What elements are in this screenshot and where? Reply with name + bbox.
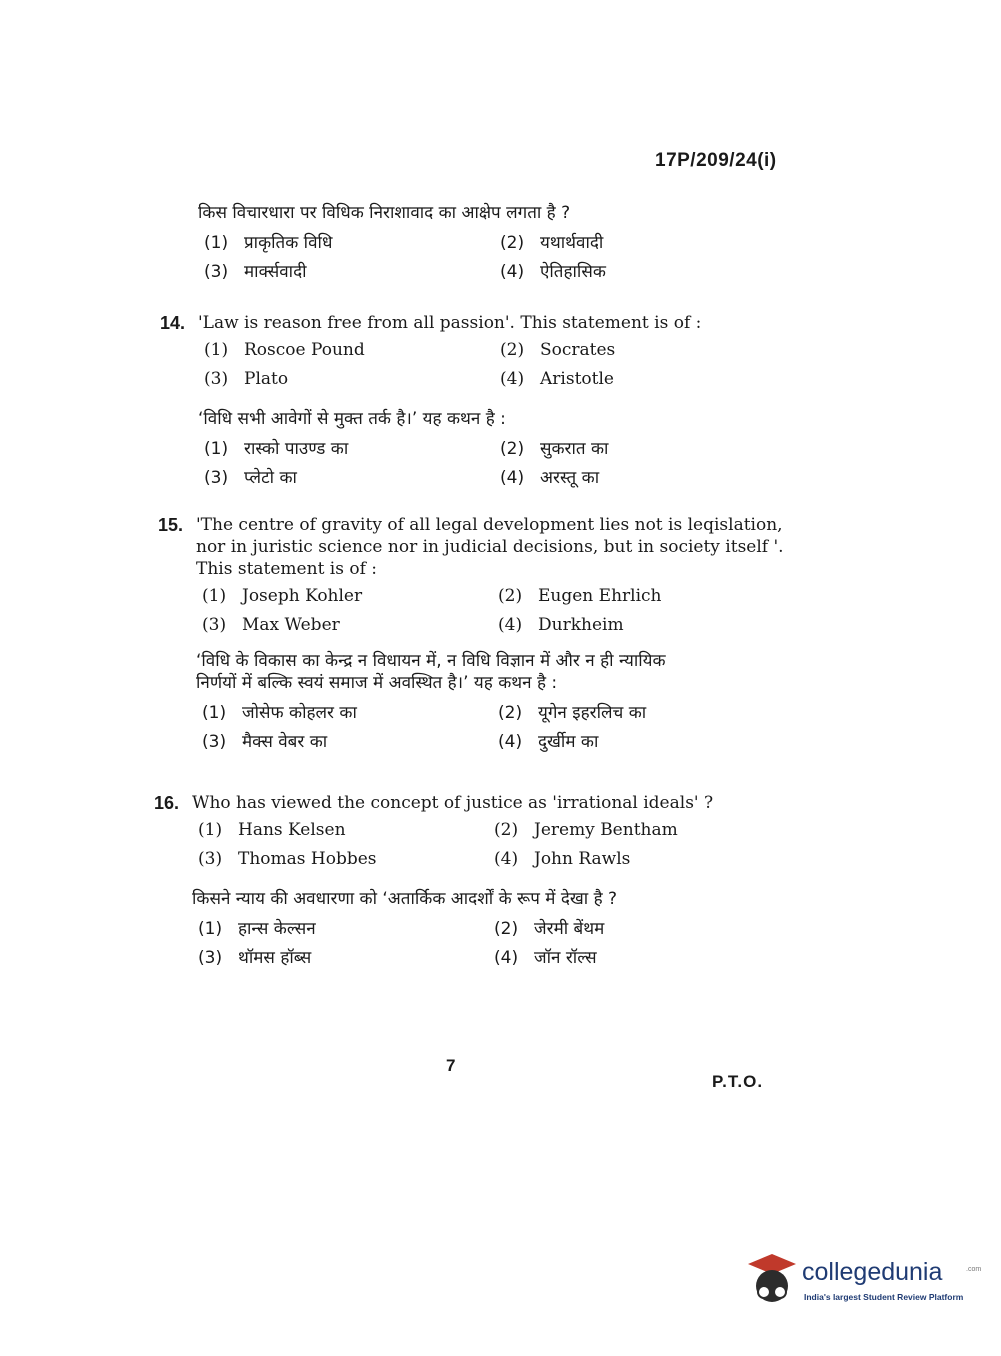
question-13-options-hi: [160, 230, 800, 288]
student-face-icon: [742, 1252, 798, 1310]
question-13-hindi: [160, 202, 800, 288]
option: (3) मैक्स वेबर का: [202, 732, 328, 752]
question-15-text-en-3: This statement is of :: [196, 559, 378, 579]
option: (1) प्राकृतिक विधि: [204, 233, 333, 253]
option: (2) सुकरात का: [500, 439, 609, 459]
question-16: [154, 792, 794, 974]
question-15: [158, 514, 798, 758]
question-14-text-hi: ‘विधि सभी आवेगों से मुक्त तर्क है।’ यह कथन है :: [198, 409, 506, 429]
pto-label: P.T.O.: [712, 1072, 764, 1091]
option: (2) जेरमी बेंथम: [494, 919, 605, 939]
option: (3) मार्क्सवादी: [204, 262, 307, 282]
option: (4) Aristotle: [500, 369, 614, 389]
question-number: 15.: [158, 515, 184, 535]
option: (4) दुर्खीम का: [498, 732, 599, 752]
option: (1) रास्को पाउण्ड का: [204, 439, 349, 459]
question-number: 16.: [154, 793, 180, 813]
option: (2) Jeremy Bentham: [494, 820, 678, 840]
option: (4) Durkheim: [498, 615, 624, 635]
option: (3) थॉमस हॉब्स: [198, 948, 312, 968]
option: (3) Max Weber: [202, 615, 340, 635]
option: (2) Eugen Ehrlich: [498, 586, 662, 606]
option: (4) ऐतिहासिक: [500, 262, 606, 282]
option: (1) Joseph Kohler: [202, 586, 363, 606]
question-16-text-hi: किसने न्याय की अवधारणा को ‘अतार्किक आदर्शों के रूप में देखा है ?: [192, 889, 618, 909]
logo-tagline: India's largest Student Review Platform: [804, 1292, 964, 1302]
question-14-text-en: 'Law is reason free from all passion'. This statement is of :: [198, 313, 702, 333]
option: (4) अरस्तू का: [500, 468, 600, 488]
logo-name: collegedunia: [802, 1258, 943, 1286]
question-16-options-hi: [154, 916, 794, 974]
option: (2) यूगेन इहरलिच का: [498, 703, 647, 723]
option: (3) प्लेटो का: [204, 468, 297, 488]
question-16-options-en: [154, 820, 794, 878]
question-number: 14.: [160, 313, 186, 333]
question-15-text-en-2: nor in juristic science nor in judicial decisions, but in society itself '.: [196, 537, 784, 557]
question-14-options-hi: [160, 436, 800, 494]
option: (3) Thomas Hobbes: [198, 849, 377, 869]
question-14: [160, 312, 800, 494]
page-code: 17P/209/24(i): [655, 150, 777, 171]
option: (1) जोसेफ कोहलर का: [202, 703, 357, 723]
question-16-text-en: Who has viewed the concept of justice as 'irrational ideals' ?: [192, 793, 714, 813]
question-15-text-en-1: 'The centre of gravity of all legal development lies not is leqislation,: [196, 515, 783, 535]
option: (3) Plato: [204, 369, 289, 389]
question-13-text-hi: किस विचारधारा पर विधिक निराशावाद का आक्षेप लगता है ?: [198, 203, 571, 223]
option: (4) John Rawls: [494, 849, 631, 869]
question-15-options-en: [158, 586, 798, 644]
option: (2) Socrates: [500, 340, 616, 360]
option: (1) हान्स केल्सन: [198, 919, 316, 939]
collegedunia-logo[interactable]: [742, 1252, 982, 1312]
option: (1) Roscoe Pound: [204, 340, 365, 360]
option: (1) Hans Kelsen: [198, 820, 346, 840]
question-15-text-hi-2: निर्णयों में बल्कि स्वयं समाज में अवस्थित है।’ यह कथन है :: [196, 673, 558, 693]
question-15-options-hi: [158, 700, 798, 758]
option: (2) यथार्थवादी: [500, 233, 604, 253]
question-15-text-hi-1: ‘विधि के विकास का केन्द्र न विधायन में, न विधि विज्ञान में और न ही न्यायिक: [196, 651, 666, 671]
logo-domain: .com: [966, 1266, 982, 1273]
page-number: 7: [446, 1056, 456, 1075]
question-14-options-en: [160, 340, 800, 398]
option: (4) जॉन रॉल्स: [494, 948, 597, 968]
